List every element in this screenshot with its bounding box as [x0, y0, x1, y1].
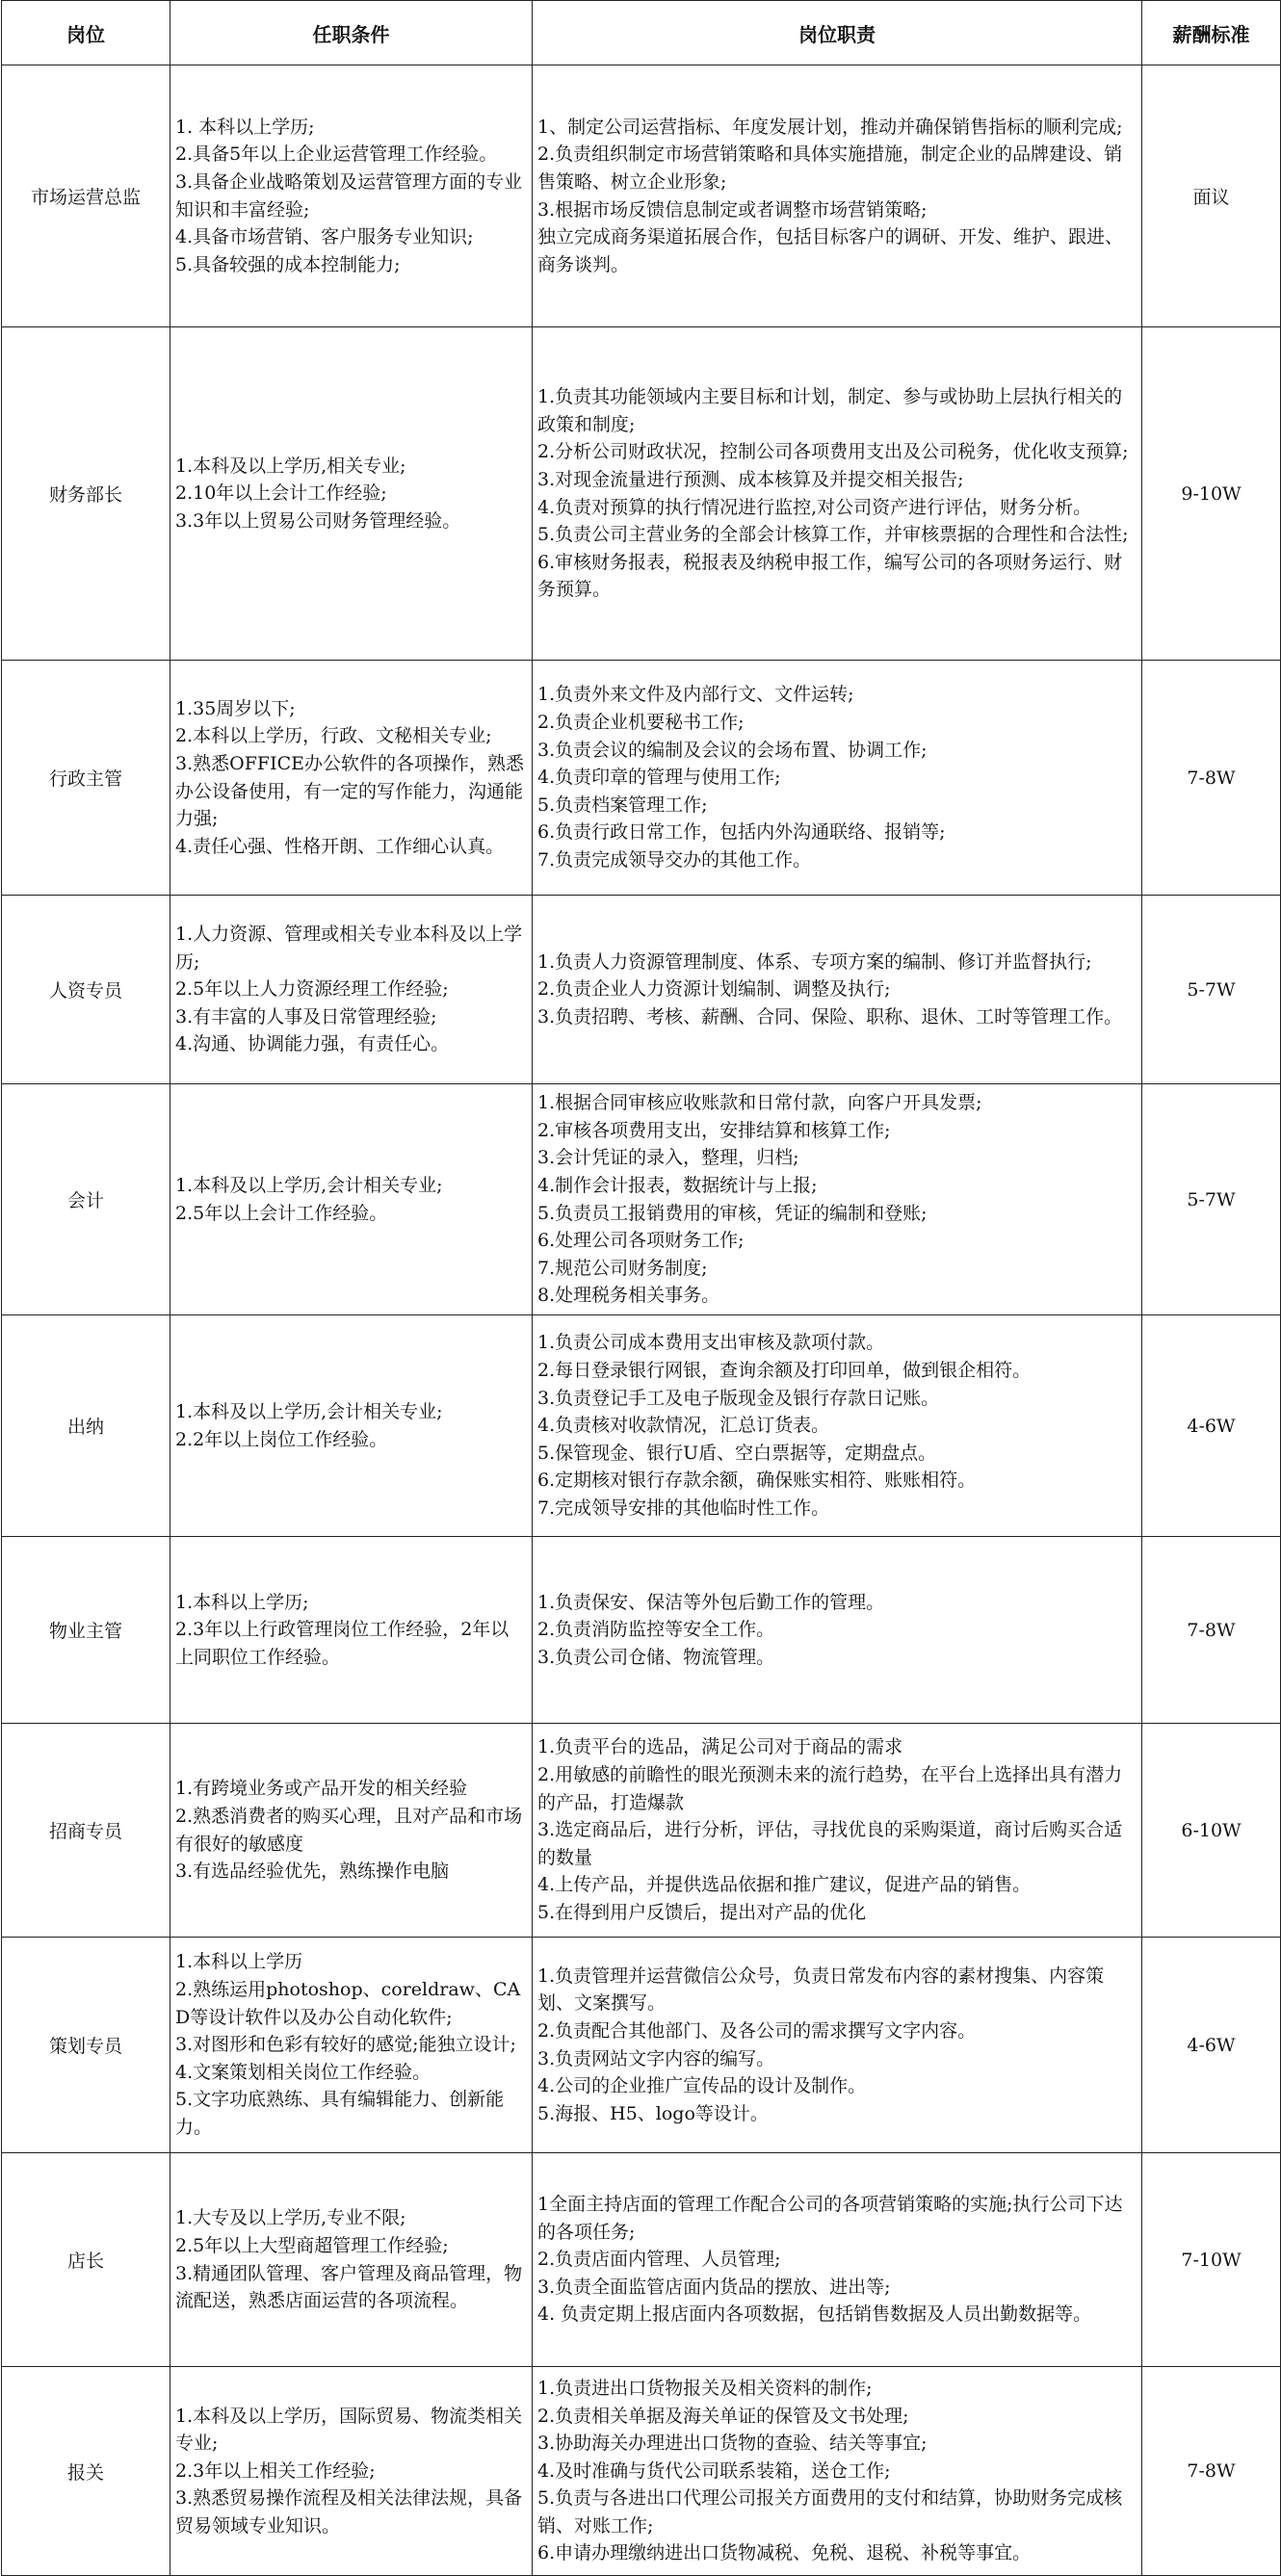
requirements-cell: [170, 896, 533, 1084]
requirements-line: 4.具备市场营销、客户服务专业知识;: [175, 226, 474, 248]
requirements-line: 2.具备5年以上企业运营管理工作经验。: [175, 143, 498, 166]
salary-cell: 9-10W: [1142, 327, 1281, 661]
requirements-cell: [170, 65, 533, 327]
requirements-line: 2.本科以上学历，行政、文秘相关专业;: [175, 725, 492, 747]
position-cell: 招商专员: [2, 1724, 170, 1938]
requirements-line: 3.熟悉贸易操作流程及相关法律法规，具备贸易领域专业知识。: [175, 2487, 523, 2537]
position-cell: 店长: [2, 2153, 170, 2367]
requirements-cell: [170, 2153, 533, 2367]
duties-line: 1.负责平台的选品，满足公司对于商品的需求: [537, 1736, 903, 1758]
duties-line: 3.负责网站文字内容的编写。: [537, 2047, 775, 2069]
duties-line: 1.负责进出口货物报关及相关资料的制作;: [537, 2377, 873, 2399]
requirements-line: 3.精通团队管理、客户管理及商品管理，物流配送，熟悉店面运营的各项流程。: [175, 2262, 523, 2312]
requirements-line: 2.3年以上行政管理岗位工作经验，2年以上同职位工作经验。: [175, 1619, 510, 1668]
duties-line: 1.负责管理并运营微信公众号，负责日常发布内容的素材搜集、内容策划、文案撰写。: [537, 1965, 1105, 2015]
duties-line: 4.负责核对收款情况，汇总订货表。: [537, 1415, 830, 1437]
duties-line: 1.负责人力资源管理制度、体系、专项方案的编制、修订并监督执行;: [537, 950, 1092, 973]
duties-cell: [533, 2153, 1142, 2367]
table-row: [2, 65, 1281, 327]
duties-line: 1.负责外来文件及内部行文、文件运转;: [537, 684, 854, 706]
requirements-line: 2.熟悉消费者的购买心理，且对产品和市场有很好的敏感度: [175, 1805, 523, 1855]
header-duties: 岗位职责: [533, 1, 1142, 65]
duties-line: 2.负责消防监控等安全工作。: [537, 1619, 775, 1641]
requirements-cell: [170, 1537, 533, 1724]
position-cell: 行政主管: [2, 661, 170, 896]
salary-cell: 面议: [1142, 65, 1281, 327]
duties-line: 2.负责企业机要秘书工作;: [537, 712, 745, 734]
duties-line: 3.负责公司仓储、物流管理。: [537, 1646, 775, 1668]
requirements-line: 1.大专及以上学历,专业不限;: [175, 2207, 406, 2229]
salary-cell: 5-7W: [1142, 1084, 1281, 1315]
duties-line: 6.定期核对银行存款余额，确保账实相符、账账相符。: [537, 1470, 977, 1492]
requirements-cell: [170, 1724, 533, 1938]
requirements-line: 5.具备较强的成本控制能力;: [175, 253, 401, 275]
requirements-line: 1.本科及以上学历，国际贸易、物流类相关专业;: [175, 2405, 523, 2455]
table-row: [2, 1724, 1281, 1938]
duties-line: 6.处理公司各项财务工作;: [537, 1230, 745, 1252]
position-cell: 人资专员: [2, 896, 170, 1084]
duties-line: 3.选定商品后，进行分析，评估，寻找优良的采购渠道，商讨后购买合适的数量: [537, 1819, 1123, 1868]
duties-line: 2.负责企业人力资源计划编制、调整及执行;: [537, 978, 891, 1001]
position-cell: 策划专员: [2, 1938, 170, 2153]
duties-cell: [533, 896, 1142, 1084]
duties-line: 3.协助海关办理进出口货物的查验、结关等事宜;: [537, 2433, 928, 2455]
requirements-line: 2.2年以上岗位工作经验。: [175, 1428, 388, 1450]
table-row: [2, 327, 1281, 661]
duties-line: 5.保管现金、银行U盾、空白票据等，定期盘点。: [537, 1442, 937, 1464]
requirements-line: 3.有丰富的人事及日常管理经验;: [175, 1005, 437, 1028]
duties-cell: [533, 661, 1142, 896]
position-cell: 财务部长: [2, 327, 170, 661]
salary-cell: 7-10W: [1142, 2153, 1281, 2367]
duties-line: 1.根据合同审核应收账款和日常付款，向客户开具发票;: [537, 1092, 982, 1114]
requirements-line: 2.3年以上相关工作经验;: [175, 2459, 376, 2482]
requirements-line: 1.本科及以上学历,相关专业;: [175, 455, 406, 477]
duties-line: 3.负责招聘、考核、薪酬、合同、保险、职称、退休、工时等管理工作。: [537, 1005, 1123, 1028]
table-row: [2, 2367, 1281, 2576]
salary-cell: 5-7W: [1142, 896, 1281, 1084]
salary-cell: 4-6W: [1142, 1315, 1281, 1537]
table-row: [2, 1315, 1281, 1537]
job-table: [1, 0, 1281, 2576]
duties-line: 5.海报、H5、logo等设计。: [537, 2102, 769, 2124]
requirements-cell: [170, 1315, 533, 1537]
requirements-cell: [170, 661, 533, 896]
requirements-line: 1.本科及以上学历,会计相关专业;: [175, 1400, 443, 1422]
table-row: [2, 661, 1281, 896]
requirements-line: 2.10年以上会计工作经验;: [175, 482, 387, 505]
requirements-cell: [170, 1084, 533, 1315]
salary-cell: 4-6W: [1142, 1938, 1281, 2153]
duties-line: 6.审核财务报表，税报表及纳税申报工作，编写公司的各项财务运行、财务预算。: [537, 551, 1123, 601]
header-salary: 薪酬标准: [1142, 1, 1281, 65]
duties-line: 6.申请办理缴纳进出口货物减税、免税、退税、补税等事宜。: [537, 2542, 1032, 2564]
requirements-line: 1.人力资源、管理或相关专业本科及以上学历;: [175, 924, 523, 973]
duties-line: 1、制定公司运营指标、年度发展计划，推动并确保销售指标的顺利完成;: [537, 116, 1123, 138]
duties-line: 1.负责公司成本费用支出审核及款项付款。: [537, 1332, 885, 1354]
requirements-line: 1.有跨境业务或产品开发的相关经验: [175, 1778, 468, 1800]
requirements-line: 2.熟练运用photoshop、coreldraw、CAD等设计软件以及办公自动化软件;: [175, 1979, 521, 2028]
duties-line: 1全面主持店面的管理工作配合公司的各项营销策略的实施;执行公司下达的各项任务;: [537, 2194, 1123, 2243]
duties-line: 2.负责配合其他部门、及各公司的需求撰写文字内容。: [537, 2019, 977, 2042]
requirements-line: 1.本科以上学历;: [175, 1591, 309, 1613]
duties-line: 4.制作会计报表，数据统计与上报;: [537, 1174, 818, 1196]
salary-cell: 6-10W: [1142, 1724, 1281, 1938]
duties-line: 4. 负责定期上报店面内各项数据，包括销售数据及人员出勤数据等。: [537, 2303, 1092, 2326]
duties-cell: [533, 1724, 1142, 1938]
duties-line: 2.负责相关单据及海关单证的保管及文书处理;: [537, 2405, 909, 2427]
header-position: 岗位: [2, 1, 170, 65]
duties-line: 4.负责印章的管理与使用工作;: [537, 767, 781, 789]
requirements-line: 3.3年以上贸易公司财务管理经验。: [175, 509, 461, 532]
header-requirements: 任职条件: [170, 1, 533, 65]
duties-line: 3.负责会议的编制及会议的会场布置、协调工作;: [537, 739, 928, 761]
requirements-line: 1.35周岁以下;: [175, 697, 296, 719]
duties-line: 7.完成领导安排的其他临时性工作。: [537, 1496, 830, 1519]
duties-cell: [533, 1537, 1142, 1724]
duties-line: 7.规范公司财务制度;: [537, 1257, 708, 1279]
salary-cell: 7-8W: [1142, 1537, 1281, 1724]
requirements-line: 3.熟悉OFFICE办公软件的各项操作，熟悉办公设备使用，有一定的写作能力，沟通能力强;: [175, 752, 524, 830]
duties-line: 5.负责公司主营业务的全部会计核算工作，并审核票据的合理性和合法性;: [537, 524, 1129, 546]
position-cell: 报关: [2, 2367, 170, 2576]
duties-line: 2.负责组织制定市场营销策略和具体实施措施，制定企业的品牌建设、销售策略、树立企业形象;: [537, 143, 1123, 193]
duties-cell: [533, 1315, 1142, 1537]
requirements-cell: [170, 2367, 533, 2576]
duties-line: 8.处理税务相关事务。: [537, 1285, 720, 1307]
duties-line: 3.会计凭证的录入，整理，归档;: [537, 1147, 799, 1169]
requirements-line: 4.文案策划相关岗位工作经验。: [175, 2061, 431, 2083]
header-row: [2, 1, 1281, 65]
duties-line: 3.负责全面监管店面内货品的摆放、进出等;: [537, 2276, 891, 2298]
duties-cell: [533, 65, 1142, 327]
duties-line: 4.负责对预算的执行情况进行监控,对公司资产进行评估，财务分析。: [537, 496, 1092, 518]
duties-cell: [533, 1084, 1142, 1315]
requirements-line: 3.具备企业战略策划及运营管理方面的专业知识和丰富经验;: [175, 170, 523, 221]
salary-cell: 7-8W: [1142, 2367, 1281, 2576]
duties-line: 2.审核各项费用支出，安排结算和核算工作;: [537, 1119, 891, 1141]
requirements-line: 2.5年以上大型商超管理工作经验;: [175, 2234, 449, 2256]
requirements-line: 2.5年以上人力资源经理工作经验;: [175, 978, 449, 1001]
duties-cell: [533, 1938, 1142, 2153]
duties-line: 5.负责档案管理工作;: [537, 794, 708, 816]
duties-line: 2.负责店面内管理、人员管理;: [537, 2249, 781, 2271]
table-row: [2, 1084, 1281, 1315]
position-cell: 市场运营总监: [2, 65, 170, 327]
duties-line: 独立完成商务渠道拓展合作，包括目标客户的调研、开发、维护、跟进、商务谈判。: [537, 226, 1124, 275]
duties-line: 7.负责完成领导交办的其他工作。: [537, 848, 812, 871]
requirements-line: 2.5年以上会计工作经验。: [175, 1202, 388, 1224]
duties-line: 3.对现金流量进行预测、成本核算及并提交相关报告;: [537, 468, 964, 490]
duties-line: 1.负责保安、保洁等外包后勤工作的管理。: [537, 1591, 885, 1613]
duties-line: 4.上传产品，并提供选品依据和推广建议，促进产品的销售。: [537, 1874, 1032, 1896]
duties-line: 2.分析公司财政状况，控制公司各项费用支出及公司税务，优化收支预算;: [537, 441, 1129, 463]
requirements-line: 1.本科及以上学历,会计相关专业;: [175, 1174, 443, 1196]
duties-line: 2.用敏感的前瞻性的眼光预测未来的流行趋势，在平台上选择出具有潜力的产品，打造爆款: [537, 1764, 1123, 1813]
requirements-line: 3.对图形和色彩有较好的感觉;能独立设计;: [175, 2034, 516, 2056]
requirements-line: 4.沟通、协调能力强，有责任心。: [175, 1033, 450, 1055]
duties-line: 4.公司的企业推广宣传品的设计及制作。: [537, 2075, 867, 2097]
duties-line: 5.负责员工报销费用的审核，凭证的编制和登账;: [537, 1202, 928, 1224]
duties-line: 4.及时准确与货代公司联系装箱，送仓工作;: [537, 2459, 891, 2482]
requirements-cell: [170, 1938, 533, 2153]
position-cell: 会计: [2, 1084, 170, 1315]
requirements-line: 4.责任心强、性格开朗、工作细心认真。: [175, 835, 505, 857]
position-cell: 出纳: [2, 1315, 170, 1537]
requirements-line: 1.本科以上学历: [175, 1951, 303, 1973]
duties-cell: [533, 2367, 1142, 2576]
position-cell: 物业主管: [2, 1537, 170, 1724]
requirements-line: 3.有选品经验优先，熟练操作电脑: [175, 1860, 450, 1883]
duties-line: 3.根据市场反馈信息制定或者调整市场营销策略;: [537, 198, 928, 221]
duties-line: 6.负责行政日常工作，包括内外沟通联络、报销等;: [537, 821, 946, 844]
table-row: [2, 896, 1281, 1084]
duties-line: 5.在得到用户反馈后，提出对产品的优化: [537, 1901, 867, 1923]
duties-line: 3.负责登记手工及电子版现金及银行存款日记账。: [537, 1387, 940, 1409]
requirements-cell: [170, 327, 533, 661]
table-row: [2, 1537, 1281, 1724]
salary-cell: 7-8W: [1142, 661, 1281, 896]
table-row: [2, 2153, 1281, 2367]
duties-line: 2.每日登录银行网银，查询余额及打印回单，做到银企相符。: [537, 1360, 1032, 1382]
requirements-line: 5.文字功底熟练、具有编辑能力、创新能力。: [175, 2089, 505, 2138]
requirements-line: 1. 本科以上学历;: [175, 116, 315, 138]
duties-cell: [533, 327, 1142, 661]
duties-line: 1.负责其功能领域内主要目标和计划，制定、参与或协助上层执行相关的政策和制度;: [537, 386, 1123, 435]
table-row: [2, 1938, 1281, 2153]
duties-line: 5.负责与各进出口代理公司报关方面费用的支付和结算，协助财务完成核销、对账工作;: [537, 2487, 1123, 2537]
